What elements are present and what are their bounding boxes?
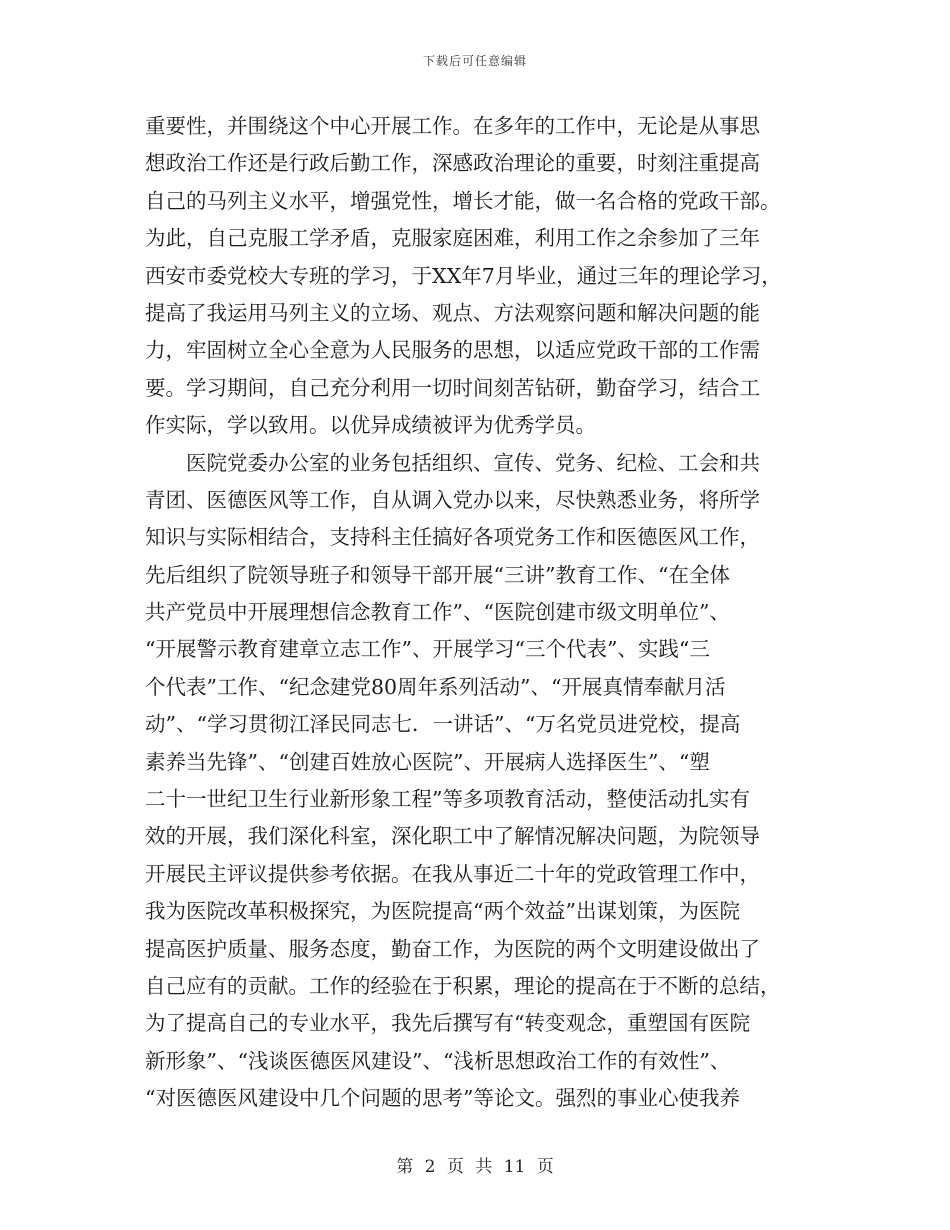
text-line: 为此，自己克服工学矛盾，克服家庭困难，利用工作之余参加了三年 [145, 226, 760, 251]
text-line: 动”、“学习贯彻江泽民同志七．一讲话”、“万名党员进党校，提高 [145, 712, 741, 737]
text-line: 力，牢固树立全心全意为人民服务的思想，以适应党政干部的工作需 [145, 338, 760, 363]
text-line: 为了提高自己的专业水平，我先后撰写有“转变观念，重塑国有医院 [145, 1011, 750, 1036]
text-line: 开展民主评议提供参考依据。在我从事近二十年的党政管理工作中， [145, 861, 760, 886]
text-line: 想政治工作还是行政后勤工作，深感政治理论的重要，时刻注重提高 [145, 151, 760, 176]
text-line: 我为医院改革积极探究，为医院提高“两个效益”出谋划策，为医院 [145, 899, 740, 924]
text-line: 青团、医德医风等工作，自从调入党办以来，尽快熟悉业务，将所学 [145, 487, 760, 512]
text-line: 个代表”工作、“纪念建党80周年系列活动”、“开展真情奉献月活 [145, 674, 726, 699]
text-line: 作实际，学以致用。以优异成绩被评为优秀学员。 [145, 413, 596, 438]
text-line: 素养当先锋”、“创建百姓放心医院”、开展病人选择医生”、“塑 [145, 749, 710, 774]
text-line: 先后组织了院领导班子和领导干部开展“三讲”教育工作、“在全体 [145, 562, 730, 587]
text-line: “对医德医风建设中几个问题的思考”等论文。强烈的事业心使我养 [145, 1086, 740, 1111]
text-line: “开展警示教育建章立志工作”、开展学习“三个代表”、实践“三 [145, 637, 710, 662]
text-line: 二十一世纪卫生行业新形象工程”等多项教育活动，整使活动扎实有 [145, 787, 750, 812]
page-footer: 第 2 页 共 11 页 [396, 1157, 554, 1177]
text-line: 重要性，并围绕这个中心开展工作。在多年的工作中，无论是从事思 [145, 114, 760, 138]
text-line: 共产党员中开展理想信念教育工作”、“医院创建市级文明单位”、 [145, 600, 730, 625]
text-line: 提高了我运用马列主义的立场、观点、方法观察问题和解决问题的能 [145, 300, 760, 325]
text-line: 自己的马列主义水平，增强党性，增长才能，做一名合格的党政干部。 [145, 188, 781, 213]
text-line: 西安市委党校大专班的学习，于XX年7月毕业，通过三年的理论学习， [145, 263, 782, 288]
text-line: 要。学习期间，自己充分利用一切时间刻苦钻研，勤奋学习，结合工 [145, 375, 760, 400]
text-line: 自己应有的贡献。工作的经验在于积累，理论的提高在于不断的总结， [145, 973, 781, 998]
page-header: 下载后可任意编辑 [422, 54, 527, 68]
text-line: 效的开展，我们深化科室，深化职工中了解情况解决问题，为院领导 [145, 824, 760, 849]
document-body [145, 108, 813, 1118]
text-line: 知识与实际相结合，支持科主任搞好各项党务工作和医德医风工作， [145, 525, 760, 550]
text-line: 医院党委办公室的业务包括组织、宣传、党务、纪检、工会和共 [145, 450, 760, 475]
text-line: 新形象”、“浅谈医德医风建设”、“浅析思想政治工作的有效性”、 [145, 1048, 731, 1073]
text-line: 提高医护质量、服务态度，勤奋工作，为医院的两个文明建设做出了 [145, 936, 760, 961]
